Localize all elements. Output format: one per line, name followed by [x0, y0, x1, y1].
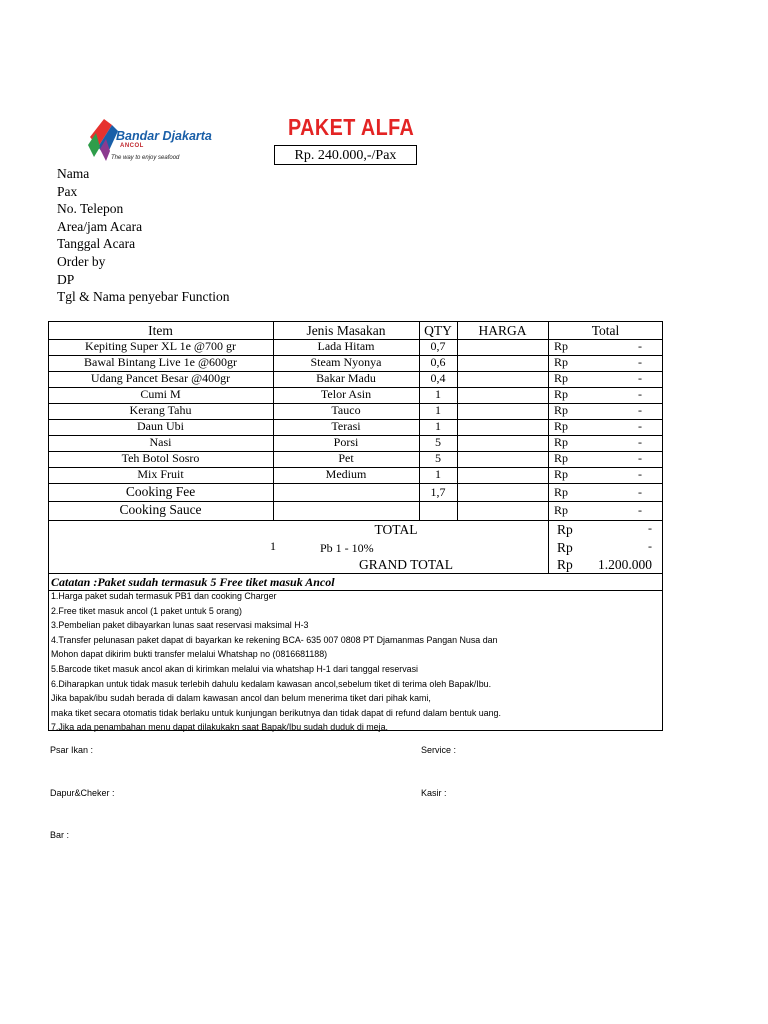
item-jenis: Porsi — [333, 435, 359, 449]
package-title: PAKET ALFA — [288, 114, 415, 140]
note-line: 4.Transfer pelunasan paket dapat di bayarkan ke rekening BCA- 635 007 0808 PT Djamanmas Pangan Nusa dan — [51, 634, 498, 645]
header-qty: QTY — [424, 323, 452, 338]
item-total: - — [638, 339, 642, 353]
item-qty: 5 — [435, 451, 441, 465]
item-total: - — [638, 387, 642, 401]
logo-name: Bandar Djakarta — [116, 129, 212, 143]
item-currency: Rp — [554, 503, 569, 517]
item-qty: 1 — [435, 467, 441, 481]
note-line: 5.Barcode tiket masuk ancol akan di kirimkan melalui via whatshap H-1 dari tanggal reservasi — [51, 663, 419, 674]
pb-label: Pb 1 - 10% — [320, 541, 374, 555]
item-qty: 1 — [435, 419, 441, 433]
logo-subtitle: ANCOL — [120, 143, 144, 149]
note-line: Jika bapak/ibu sudah berada di dalam kawasan ancol dan belum menerima tiket dari pihak kami, — [51, 693, 431, 704]
item-currency: Rp — [554, 467, 569, 481]
note-line: 2.Free tiket masuk ancol (1 paket untuk 5 orang) — [51, 605, 242, 616]
item-name: Bawal Bintang Live 1e @600gr — [83, 355, 238, 369]
pb-currency: Rp — [557, 540, 573, 555]
item-currency: Rp — [554, 485, 569, 499]
item-name: Nasi — [149, 435, 172, 449]
item-currency: Rp — [554, 435, 569, 449]
item-qty: 1 — [435, 387, 441, 401]
item-currency: Rp — [554, 355, 569, 369]
item-currency: Rp — [554, 403, 569, 417]
note-line: 3.Pembelian paket dibayarkan lunas saat reservasi maksimal H-3 — [51, 620, 309, 631]
item-total: - — [638, 419, 642, 433]
item-name: Kerang Tahu — [129, 403, 192, 417]
table-column-divider — [548, 321, 549, 573]
item-total: - — [638, 403, 642, 417]
total-label: TOTAL — [374, 522, 418, 537]
note-line: Mohon dapat dikirim bukti transfer melalui Whatshap no (0816681188) — [51, 649, 328, 660]
field-penyebar: Tgl & Nama penyebar Function — [57, 289, 230, 305]
note-line: 6.Diharapkan untuk tidak masuk terlebih dahulu kedalam kawasan ancol,sebelum tiket di terima oleh Bapak/Ibu. — [51, 678, 492, 689]
signature-service: Service : — [421, 745, 457, 755]
item-qty: 0,6 — [430, 355, 446, 369]
signature-kasir: Kasir : — [421, 788, 447, 798]
item-total: - — [638, 485, 642, 499]
grand-total-label: GRAND TOTAL — [358, 557, 454, 572]
item-currency: Rp — [554, 419, 569, 433]
company-logo — [86, 117, 226, 167]
field-nama: Nama — [57, 166, 90, 181]
item-jenis: Steam Nyonya — [310, 355, 382, 369]
header-harga: HARGA — [478, 323, 527, 338]
field-tanggal: Tanggal Acara — [57, 236, 136, 252]
item-currency: Rp — [554, 371, 569, 385]
item-total: - — [638, 467, 642, 481]
signature-psar-ikan: Psar Ikan : — [50, 745, 94, 755]
field-area-jam: Area/jam Acara — [57, 218, 143, 234]
item-name: Teh Botol Sosro — [121, 451, 200, 465]
note-line: 1.Harga paket sudah termasuk PB1 dan cooking Charger — [51, 591, 277, 601]
item-jenis: Pet — [338, 451, 354, 465]
item-total: - — [638, 371, 642, 385]
item-name: Cumi M — [140, 387, 181, 401]
table-row-divider — [48, 573, 663, 574]
signature-dapur: Dapur&Cheker : — [50, 788, 115, 798]
item-jenis: Bakar Madu — [316, 371, 376, 385]
item-total: - — [638, 355, 642, 369]
field-dp: DP — [57, 271, 75, 287]
item-name: Mix Fruit — [137, 467, 184, 481]
header-item: Item — [148, 323, 173, 338]
item-qty: 1,7 — [430, 485, 446, 499]
item-qty: 1 — [435, 403, 441, 417]
total-currency: Rp — [557, 522, 573, 537]
total-value: - — [648, 521, 652, 535]
field-order-by: Order by — [57, 253, 106, 269]
logo-tagline: The way to enjoy seafood — [111, 155, 180, 161]
signature-bar: Bar : — [50, 830, 70, 840]
notes-header: Catatan :Paket sudah termasuk 5 Free tiket masuk Ancol — [51, 575, 335, 589]
field-pax: Pax — [57, 183, 78, 199]
item-total: - — [638, 435, 642, 449]
item-jenis: Tauco — [331, 403, 361, 417]
item-qty: 0,4 — [430, 371, 446, 385]
item-jenis: Terasi — [331, 419, 361, 433]
pb-value: - — [648, 539, 652, 553]
note-line: 7.Jika ada penambahan menu dapat dilakukakn saat Bapak/Ibu sudah duduk di meja. — [51, 722, 388, 733]
package-price: Rp. 240.000,-/Pax — [274, 145, 417, 165]
item-name: Daun Ubi — [137, 419, 184, 433]
item-name: Kepiting Super XL 1e @700 gr — [85, 339, 236, 353]
item-currency: Rp — [554, 387, 569, 401]
note-line: maka tiket secara otomatis tidak berlaku untuk kunjungan berikutnya dan tidak dapat di refund dalam bentuk uang. — [51, 707, 501, 718]
item-qty: 5 — [435, 435, 441, 449]
order-fields — [57, 165, 229, 306]
item-qty: 0,7 — [430, 339, 446, 353]
item-jenis: Medium — [325, 467, 367, 481]
item-jenis: Telor Asin — [320, 387, 372, 401]
table-row-divider — [48, 520, 663, 521]
item-name: Cooking Fee — [125, 484, 196, 499]
item-name: Udang Pancet Besar @400gr — [90, 371, 231, 385]
item-currency: Rp — [554, 339, 569, 353]
grand-total-value: 1.200.000 — [598, 557, 652, 572]
item-total: - — [638, 503, 642, 517]
notes-list — [51, 589, 501, 735]
item-total: - — [638, 451, 642, 465]
item-jenis: Lada Hitam — [317, 339, 375, 353]
pb-marker: 1 — [270, 539, 276, 553]
grand-total-currency: Rp — [557, 557, 573, 572]
header-total: Total — [591, 323, 620, 338]
item-currency: Rp — [554, 451, 569, 465]
field-telepon: No. Telepon — [57, 201, 124, 217]
table-column-divider — [457, 321, 458, 520]
header-jenis: Jenis Masakan — [306, 323, 386, 338]
item-name: Cooking Sauce — [119, 502, 202, 517]
